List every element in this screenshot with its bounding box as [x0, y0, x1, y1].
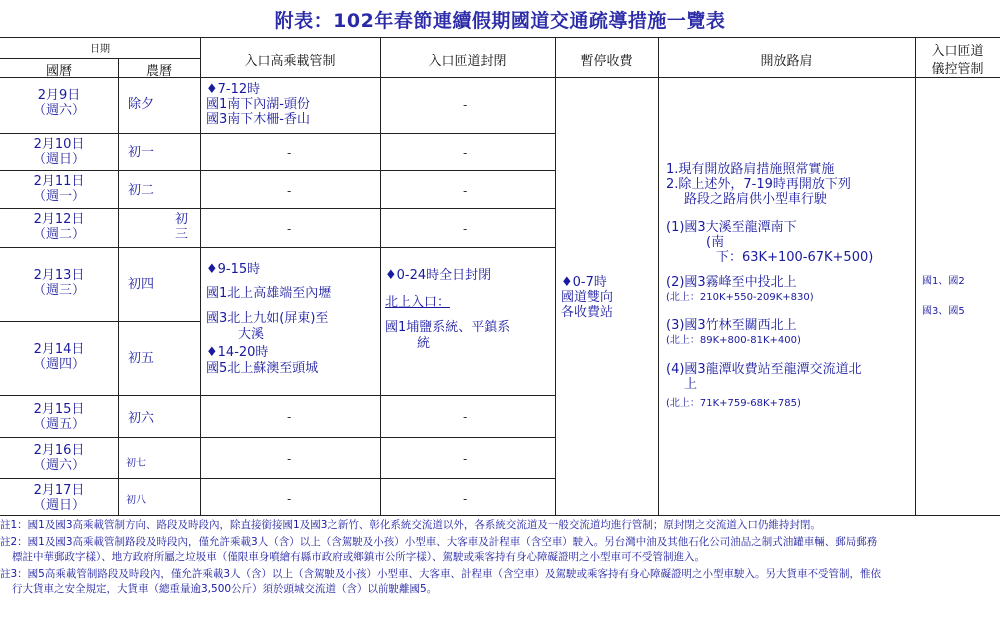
header-gregorian: 國曆	[45, 64, 72, 79]
row-lunar: 初五	[128, 351, 155, 366]
empty-cell-dash: -	[287, 184, 292, 198]
row-date: 2月12日 （週二）	[32, 212, 85, 242]
shoulder-opening-block: 1.現有開放路肩措施照常實施 2.除上述外，7-19時再開放下列 路段之路肩供小型車行駛 (1)國3大溪至龍潭南下 (南 下：63K+100-67K+500) (2)國3霧峰至中投北上 (北上：210K+550-209K+830) (3)國3竹林至關西北上 (北上：89K+800-81K+400) (4)國3龍潭收費站至龍潭交流道北 上 (北上：71K+759-68K+785)	[666, 162, 874, 409]
header-lunar: 農曆	[145, 64, 172, 79]
row-lunar: 初六	[128, 411, 155, 426]
row-date: 2月11日 （週一）	[32, 174, 85, 204]
row-date: 2月14日 （週四）	[32, 342, 85, 372]
empty-cell-dash: -	[463, 410, 468, 424]
header-toll-suspend: 暫停收費	[580, 54, 633, 69]
toll-suspension-block: ♦0-7時 國道雙向 各收費站	[561, 275, 614, 320]
row-lunar: 除夕	[128, 97, 155, 112]
row-date: 2月10日 （週日）	[32, 137, 85, 167]
header-date: 日期	[90, 44, 110, 55]
hov-block-feb9: ♦7-12時 國1南下內湖-頭份 國3南下木柵-香山	[206, 82, 310, 127]
row-date: 2月13日 （週三）	[32, 268, 85, 298]
empty-cell-dash: -	[287, 492, 292, 506]
row-lunar: 初 三	[175, 212, 189, 242]
empty-cell-dash: -	[463, 222, 468, 236]
empty-cell-dash: -	[463, 184, 468, 198]
hov-block-feb13-14: ♦9-15時 國1北上高雄端至內壢 國3北上九如(屏東)至 大溪 ♦14-20時 國5北上蘇澳至頭城	[206, 262, 332, 376]
note-2-line1: 註2：國1及國3高乘載管制路段及時段內，僅允許乘載3人（含）以上（含駕駛及小孩）小型車、大客車及計程車（含空車）駛入。另台灣中油及其他石化公司油品之制式油罐車輛、郵局郵務	[0, 536, 878, 548]
empty-cell-dash: -	[463, 492, 468, 506]
row-lunar: 初七	[126, 458, 146, 469]
header-ramp-meter-line2: 儀控管制	[931, 62, 984, 77]
note-1: 註1：國1及國3高乘載管制方向、路段及時段內，除直接銜接國1及國3之新竹、彰化系統交流道以外，各系統交流道及一般交流道均進行管制；原封閉之交流道入口仍維持封閉。	[0, 519, 821, 531]
ramp-meter-block: 國1、國2 國3、國5	[922, 276, 965, 317]
empty-cell-dash: -	[463, 452, 468, 466]
row-lunar: 初四	[128, 277, 155, 292]
row-lunar: 初八	[126, 495, 146, 506]
row-lunar: 初一	[128, 145, 155, 160]
header-ramp-close: 入口匝道封閉	[428, 54, 507, 69]
note-2-line2: 標註中華郵政字樣）、地方政府所屬之垃圾車（僅限車身噴繪有縣市政府或鄉鎮市公所字樣）、駕駛或乘客持有身心障礙證明之小型車可不受管制進入。	[12, 551, 705, 563]
row-date: 2月15日 （週五）	[32, 402, 85, 432]
row-lunar: 初二	[128, 183, 155, 198]
row-date: 2月17日 （週日）	[32, 483, 85, 513]
header-ramp-meter-line1: 入口匝道	[931, 44, 984, 59]
note-3-line1: 註3：國5高乘載管制路段及時段內，僅允許乘載3人（含）以上（含駕駛及小孩）小型車、大客車、計程車（含空車）及駕駛或乘客持有身心障礙證明之小型車駛入。另大貨車不受管制，惟依	[0, 568, 882, 580]
empty-cell-dash: -	[287, 452, 292, 466]
ramp-closure-block: ♦0-24時全日封閉 北上入口： 國1埔鹽系統、平鎮系 統	[385, 268, 511, 351]
empty-cell-dash: -	[463, 146, 468, 160]
empty-cell-dash: -	[287, 146, 292, 160]
empty-cell-dash: -	[463, 98, 468, 112]
note-3-line2: 行大貨車之安全規定，大貨車（總重量逾3,500公斤）須於頭城交流道（含）以前駛離國5。	[12, 583, 438, 595]
row-date: 2月16日 （週六）	[32, 443, 85, 473]
row-date: 2月9日 （週六）	[32, 88, 85, 118]
empty-cell-dash: -	[287, 222, 292, 236]
header-hov: 入口高乘載管制	[244, 54, 336, 69]
empty-cell-dash: -	[287, 410, 292, 424]
header-shoulder: 開放路肩	[760, 54, 813, 69]
page-title: 附表：102年春節連續假期國道交通疏導措施一覽表	[274, 10, 726, 32]
